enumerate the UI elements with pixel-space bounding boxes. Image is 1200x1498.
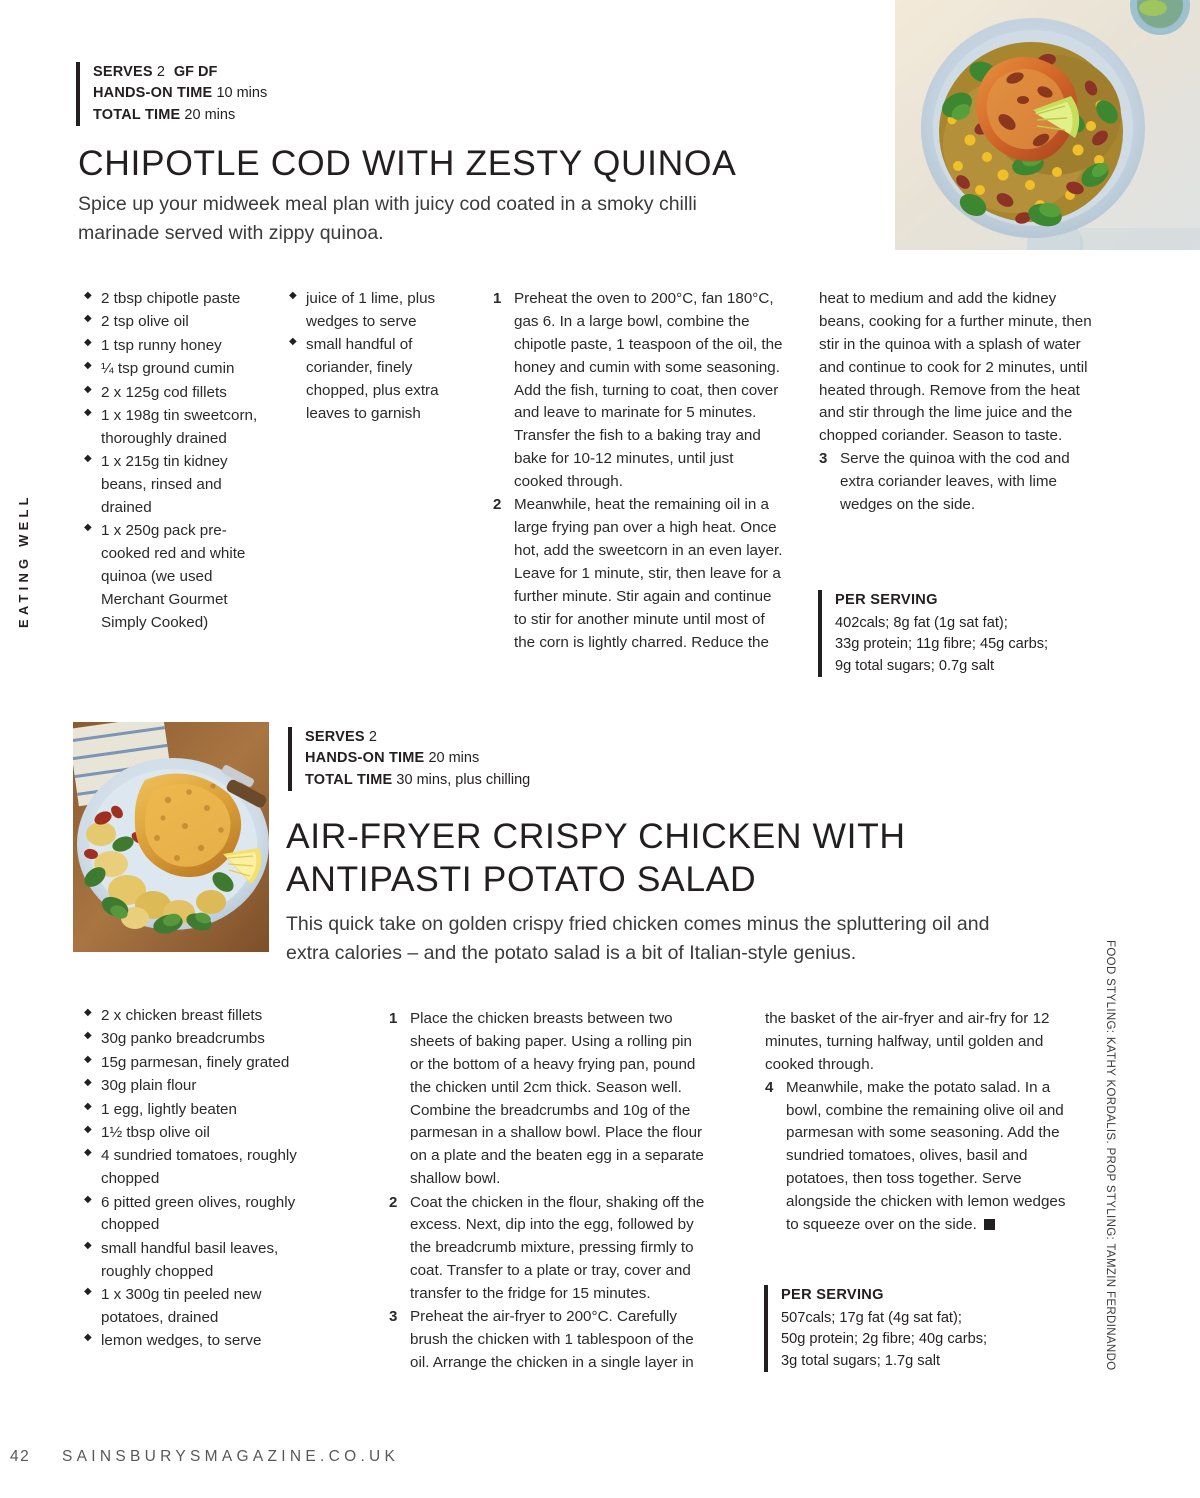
list-item: ◆ 2 tbsp chipotle paste [84, 288, 269, 311]
photo-credit: FOOD STYLING: KATHY KORDALIS. PROP STYLING: TAMZIN FERDINANDO [1104, 940, 1116, 1371]
hands-on-label: HANDS-ON TIME [305, 750, 425, 767]
serves-label: SERVES [305, 729, 365, 745]
hands-on-value: 20 mins [428, 750, 480, 767]
recipe2-title-line1: AIR-FRYER CRISPY CHICKEN WITH [286, 816, 906, 856]
recipe2-step4-text: Meanwhile, make the potato salad. In a bowl, combine the remaining olive oil and parmesan with some seasoning. Add the sundried tomatoes, olives, basil and potatoes, then toss together. Serve alongside the chicken with lemon wedges to squeeze over on the side. [786, 1078, 1066, 1233]
recipe2-meta [288, 727, 530, 791]
recipe2-total-row [305, 770, 530, 791]
list-item: ◆ ¼ tsp ground cumin [84, 358, 269, 381]
list-item: ◆ 1 x 215g tin kidney beans, rinsed and drained [84, 451, 269, 520]
recipe2-step3-continued: the basket of the air-fryer and air-fry for 12 minutes, turning halfway, until golden and cooked through. [765, 1010, 1050, 1073]
crispy-chicken-photo [73, 722, 269, 952]
recipe1-total-row [93, 105, 267, 126]
nutrition-line: 33g protein; 11g fibre; 45g carbs; [835, 636, 1049, 653]
recipe2-ingredients [84, 1005, 312, 1354]
recipe2-serves-row [305, 727, 530, 748]
nutrition-heading: PER SERVING [781, 1287, 884, 1303]
nutrition-line: 402cals; 8g fat (1g sat fat); [835, 614, 1008, 631]
list-item: ◆ 1 x 250g pack pre-cooked red and white quinoa (we used Merchant Gourmet Simply Cooked) [84, 520, 269, 634]
total-time-value: 20 mins [184, 106, 236, 123]
recipe1-serves-row [93, 62, 267, 83]
list-item: ◆ 15g parmesan, finely grated [84, 1052, 312, 1075]
recipe1-standfirst: Spice up your midweek meal plan with juicy cod coated in a smoky chilli marinade served with zippy quinoa. [78, 193, 697, 245]
end-mark-icon [984, 1219, 995, 1230]
recipe2-method-col1 [389, 1008, 709, 1376]
nutrition-line: 3g total sugars; 1.7g salt [781, 1352, 941, 1369]
section-label: EATING WELL [16, 493, 31, 628]
recipe1-method-col1 [493, 288, 785, 655]
list-item: ◆ 1 egg, lightly beaten [84, 1099, 312, 1122]
list-item: ◆ 6 pitted green olives, roughly chopped [84, 1192, 312, 1238]
list-item: ◆ 30g plain flour [84, 1075, 312, 1098]
page-number: 42 [10, 1448, 31, 1465]
recipe1-handson-row [93, 83, 267, 104]
recipe1-title: CHIPOTLE COD WITH ZESTY QUINOA [78, 143, 737, 183]
recipe2-handson-row [305, 748, 530, 769]
recipe1-ingredients-col1 [84, 288, 269, 635]
recipe1-step2-continued: heat to medium and add the kidney beans, cooking for a further minute, then stir in the quinoa with a splash of water and continue to cook for 2 minutes, until heated through. Remove from the heat and stir through the lime juice and the chopped coriander. Season to taste. [819, 290, 1092, 445]
total-time-label: TOTAL TIME [93, 106, 181, 123]
nutrition-line: 9g total sugars; 0.7g salt [835, 657, 995, 674]
list-item: ◆ 2 tsp olive oil [84, 311, 269, 334]
recipe1-nutrition [818, 590, 1098, 677]
list-item: ◆ 2 x chicken breast fillets [84, 1005, 312, 1028]
list-item [765, 1077, 1075, 1237]
recipe1-meta [76, 62, 267, 126]
website-url[interactable]: SAINSBURYSMAGAZINE.CO.UK [62, 1448, 400, 1465]
diet-tags: GF DF [173, 64, 218, 80]
nutrition-line: 507cals; 17g fat (4g sat fat); [781, 1309, 962, 1326]
list-item: ◆ 1½ tbsp olive oil [84, 1122, 312, 1145]
list-item: ◆ small handful of coriander, finely chopped, plus extra leaves to garnish [289, 334, 461, 426]
list-item: ◆ small handful basil leaves, roughly chopped [84, 1238, 312, 1284]
list-item: ◆ 1 x 198g tin sweetcorn, thoroughly drained [84, 405, 269, 451]
list-item: ◆ 2 x 125g cod fillets [84, 382, 269, 405]
hands-on-value: 10 mins [216, 85, 268, 102]
recipe2-method-col2 [765, 1008, 1075, 1237]
serves-value: 2 [368, 729, 377, 745]
recipe2-standfirst: This quick take on golden crispy fried chicken comes minus the spluttering oil and extra calories – and the potato salad is a bit of Italian-style genius. [286, 913, 990, 965]
list-item: Serve the quinoa with the cod and extra coriander leaves, with lime wedges on the side. [840, 450, 1070, 513]
recipe1-ingredients-col2 [289, 288, 461, 426]
total-time-label: TOTAL TIME [305, 771, 393, 788]
total-time-value: 30 mins, plus chilling [396, 771, 531, 788]
list-item: Place the chicken breasts between two sheets of baking paper. Using a rolling pin or the bottom of a heavy frying pan, pound the chicken until 2cm thick. Season well. Combine the breadcrumbs and 10g of the parmesan in a shallow bowl. Place the flour on a plate and the beaten egg in a separate shallow bowl. [410, 1010, 704, 1188]
recipe1-method-col2 [819, 288, 1094, 517]
list-item: ◆ juice of 1 lime, plus wedges to serve [289, 288, 461, 334]
list-item: Preheat the oven to 200°C, fan 180°C, gas 6. In a large bowl, combine the chipotle paste, 1 teaspoon of the oil, the honey and cumin with some seasoning. Add the fish, turning to coat, then cover and leave to marinate for 5 minutes. Transfer the fish to a baking tray and bake for 10-12 minutes, until just cooked through. [514, 290, 783, 490]
nutrition-heading: PER SERVING [835, 592, 938, 608]
serves-value: 2 [156, 64, 165, 80]
recipe2-nutrition [764, 1285, 1054, 1372]
list-item: ◆ 4 sundried tomatoes, roughly chopped [84, 1145, 312, 1191]
list-item: ◆ 1 tsp runny honey [84, 335, 269, 358]
hands-on-label: HANDS-ON TIME [93, 85, 213, 102]
list-item: Meanwhile, heat the remaining oil in a large frying pan over a high heat. Once hot, add the sweetcorn in an even layer. Leave for 1 minute, stir, then leave for a further minute. Stir again and continue to stir for another minute until most of the corn is lightly charred. Reduce the [514, 496, 783, 651]
chipotle-cod-photo [895, 0, 1200, 250]
nutrition-line: 50g protein; 2g fibre; 40g carbs; [781, 1331, 988, 1348]
list-item: ◆ 1 x 300g tin peeled new potatoes, drained [84, 1284, 312, 1330]
serves-label: SERVES [93, 64, 153, 80]
list-item: ◆ lemon wedges, to serve [84, 1330, 312, 1353]
list-item: Preheat the air-fryer to 200°C. Carefully brush the chicken with 1 tablespoon of the oil. Arrange the chicken in a single layer in [410, 1308, 694, 1372]
recipe2-title [286, 815, 986, 902]
list-item: Coat the chicken in the flour, shaking off the excess. Next, dip into the egg, followed by the breadcrumb mixture, pressing firmly to coat. Transfer to a plate or tray, cover and transfer to the fridge for 15 minutes. [410, 1193, 705, 1302]
list-item: ◆ 30g panko breadcrumbs [84, 1028, 312, 1051]
recipe2-title-line2: ANTIPASTI POTATO SALAD [286, 859, 757, 900]
